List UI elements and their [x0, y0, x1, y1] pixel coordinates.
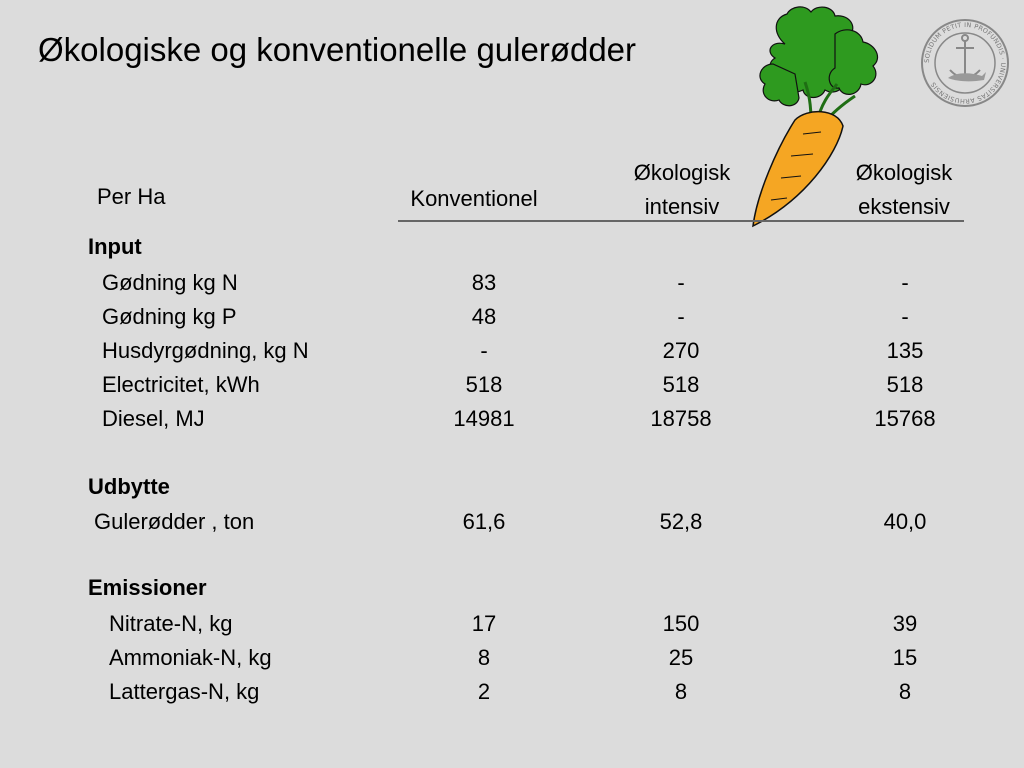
- cell-okologisk-ekstensiv: 40,0: [883, 509, 927, 534]
- university-seal-logo: [920, 18, 1010, 108]
- header-rule: [398, 220, 964, 222]
- cell-konventionel: 518: [465, 372, 503, 397]
- table-row: [0, 300, 1024, 334]
- carrot-root: [753, 112, 843, 226]
- cell-okologisk-ekstensiv: 39: [892, 611, 918, 636]
- cell-okologisk-ekstensiv: 135: [886, 338, 924, 363]
- table-row: [0, 266, 1024, 300]
- header-okologisk-intensiv: Økologisk intensiv: [633, 160, 731, 219]
- cell-konventionel: -: [480, 338, 488, 363]
- svg-text:SOLIDUM PETIT IN PROFUNDIS · U: SOLIDUM PETIT IN PROFUNDIS · UNIVERSITAS ARHUSIENSIS: [922, 20, 1008, 106]
- cell-okologisk-ekstensiv: -: [901, 270, 909, 295]
- cell-okologisk-intensiv: 52,8: [659, 509, 703, 534]
- table-row: [0, 505, 1024, 539]
- cell-konventionel: 83: [471, 270, 497, 295]
- cell-okologisk-ekstensiv: 8: [898, 679, 912, 704]
- table-row: [0, 368, 1024, 402]
- cell-konventionel: 17: [471, 611, 497, 636]
- table-row: [0, 334, 1024, 368]
- cell-okologisk-intensiv: 25: [668, 645, 694, 670]
- cell-okologisk-intensiv: 270: [662, 338, 700, 363]
- cell-okologisk-intensiv: 518: [662, 372, 700, 397]
- cell-okologisk-ekstensiv: 518: [886, 372, 924, 397]
- table-row: [0, 607, 1024, 641]
- cell-konventionel: 8: [477, 645, 491, 670]
- section-title-input: Input: [88, 234, 142, 259]
- row-label: Gødning kg N: [102, 270, 238, 295]
- cell-konventionel: 48: [471, 304, 497, 329]
- header-okologisk-ekstensiv: Økologisk ekstensiv: [855, 160, 953, 219]
- table-row: [0, 402, 1024, 436]
- row-label: Ammoniak-N, kg: [109, 645, 272, 670]
- cell-okologisk-intensiv: 8: [674, 679, 688, 704]
- table-row: [0, 675, 1024, 709]
- row-label: Lattergas-N, kg: [109, 679, 260, 704]
- row-label: Husdyrgødning, kg N: [102, 338, 309, 363]
- section-title-emissioner: Emissioner: [88, 575, 207, 600]
- cell-konventionel: 61,6: [462, 509, 506, 534]
- cell-okologisk-intensiv: -: [677, 304, 685, 329]
- cell-konventionel: 2: [477, 679, 491, 704]
- header-per-ha: Per Ha: [97, 184, 166, 209]
- cell-okologisk-ekstensiv: 15768: [874, 406, 936, 431]
- slide-title: Økologiske og konventionelle gulerødder: [38, 31, 637, 68]
- row-label: Nitrate-N, kg: [109, 611, 233, 636]
- row-label: Gulerødder , ton: [94, 509, 255, 534]
- cell-okologisk-intensiv: 18758: [650, 406, 712, 431]
- row-label: Diesel, MJ: [102, 406, 205, 431]
- cell-okologisk-ekstensiv: 15: [892, 645, 918, 670]
- section-title-udbytte: Udbytte: [88, 474, 170, 499]
- cell-konventionel: 14981: [453, 406, 515, 431]
- row-label: Electricitet, kWh: [102, 372, 260, 397]
- carrot-leaves: [760, 7, 878, 106]
- row-label: Gødning kg P: [102, 304, 237, 329]
- cell-okologisk-ekstensiv: -: [901, 304, 909, 329]
- header-konventionel: Konventionel: [410, 186, 538, 211]
- table-row: [0, 641, 1024, 675]
- cell-okologisk-intensiv: -: [677, 270, 685, 295]
- cell-okologisk-intensiv: 150: [662, 611, 700, 636]
